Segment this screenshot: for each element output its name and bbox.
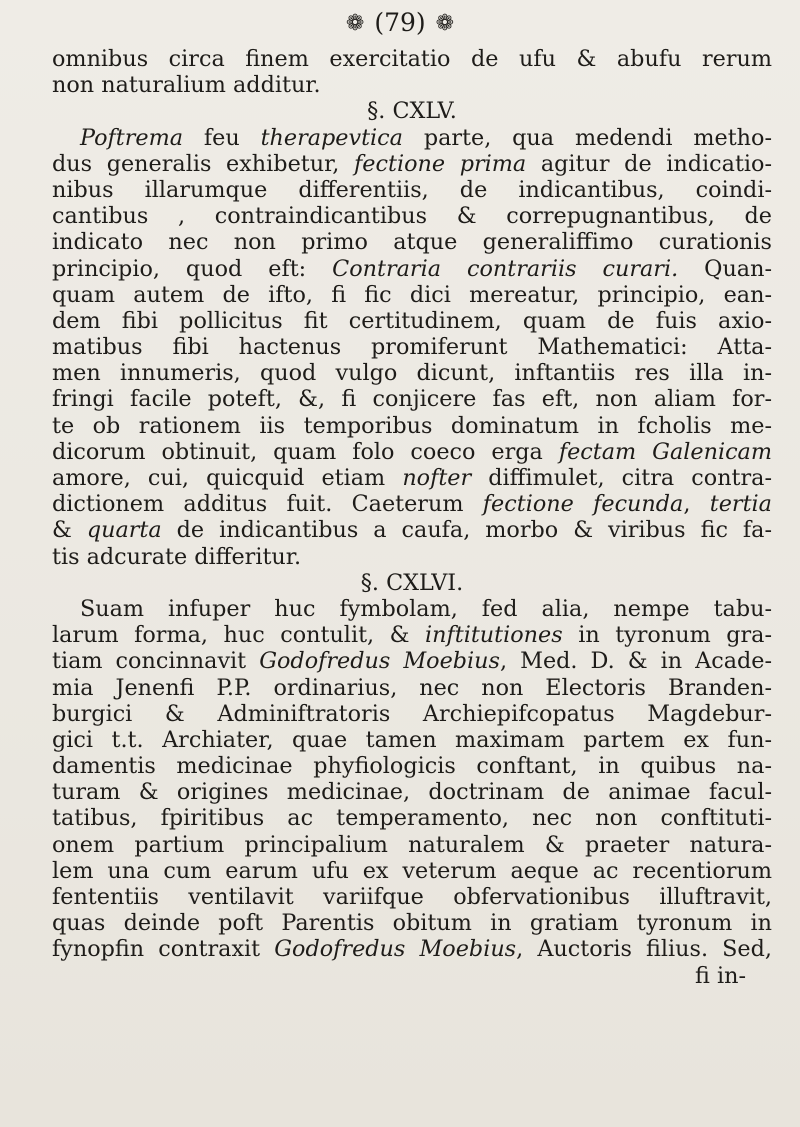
text-line: dicorum obtinuit, quam folo coeco erga fectam Galenicam [52,438,772,465]
text-line: tis adcurate differitur. [52,543,302,570]
text-line: fententiis ventilavit variifque obfervationibus illuftravit, [52,884,772,910]
text-line: burgici & Adminiftratoris Archiepifcopatus Magdebur- [52,700,772,727]
text-line: men innumeris, quod vulgo dicunt, inftantiis res illa in- [52,360,772,387]
text-line: damentis medicinae phyfiologicis conftant, in quibus na- [52,753,772,780]
body-text [52,46,772,989]
text-line: fi in- [695,962,746,989]
text-line: fynopfin contraxit Godofredus Moebius, Auctoris filius. Sed, [52,936,772,963]
text-line: mia Jenenfi P.P. ordinarius, nec non Electoris Branden- [52,674,772,701]
page-number: (79) [374,8,426,37]
text-line: omnibus circa finem exercitatio de ufu & abufu rerum [52,46,772,72]
page-header [0,6,800,41]
text-line: turam & origines medicinae, doctrinam de animae facul- [52,779,772,806]
text-line: dus generalis exhibetur, fectione prima agitur de indicatio- [52,150,773,177]
text-line: tiam concinnavit Godofredus Moebius, Med. D. & in Acade- [52,648,773,675]
text-line: Poftrema feu therapevtica parte, qua medendi metho- [80,124,772,151]
text-line: matibus fibi hactenus promiferunt Mathematici: Atta- [52,334,772,361]
text-line: quam autem de ifto, fi fic dici mereatur, principio, ean- [52,281,772,308]
text-line: & quarta de indicantibus a caufa, morbo & viribus fic fa- [52,517,773,544]
text-line: quas deinde poft Parentis obitum in gratiam tyronum in [52,910,772,937]
section-heading: §. CXLV. [367,98,457,125]
section-heading: §. CXLVI. [360,569,464,596]
text-line: larum forma, huc contulit, & inftitutiones in tyronum gra- [52,622,773,649]
text-line: amore, cui, quicquid etiam nofter diffimulet, citra contra- [52,465,772,491]
text-line: fringi facile poteft, &, fi conjicere fas eft, non aliam for- [52,386,772,413]
text-line: te ob rationem iis temporibus dominatum in fcholis me- [52,412,772,439]
text-line: tatibus, fpiritibus ac temperamento, nec non conftituti- [52,805,772,832]
text-line: lem una cum earum ufu ex veterum aeque ac recentiorum [52,857,772,884]
text-line: Suam infuper huc fymbolam, fed alia, nempe tabu- [80,595,772,622]
text-line: onem partium principalium naturalem & praeter natura- [52,831,772,858]
text-line: dem fibi pollicitus fit certitudinem, quam de fuis axio- [52,307,772,334]
text-line: principio, quod eft: Contraria contrariis curari. Quan- [52,255,772,282]
flower-ornament-right-icon: ❁ [435,11,455,36]
text-line: indicato nec non primo atque generaliffimo curationis [52,229,772,256]
text-line: dictionem additus fuit. Caeterum fectione fecunda, tertia [52,491,772,518]
text-line: cantibus , contraindicantibus & correpugnantibus, de [52,203,772,230]
text-line: non naturalium additur. [52,72,321,99]
text-line: gici t.t. Archiater, quae tamen maximam partem ex fun- [52,726,772,753]
text-line: nibus illarumque differentiis, de indicantibus, coindi- [52,176,772,203]
flower-ornament-left-icon: ❁ [345,11,365,36]
